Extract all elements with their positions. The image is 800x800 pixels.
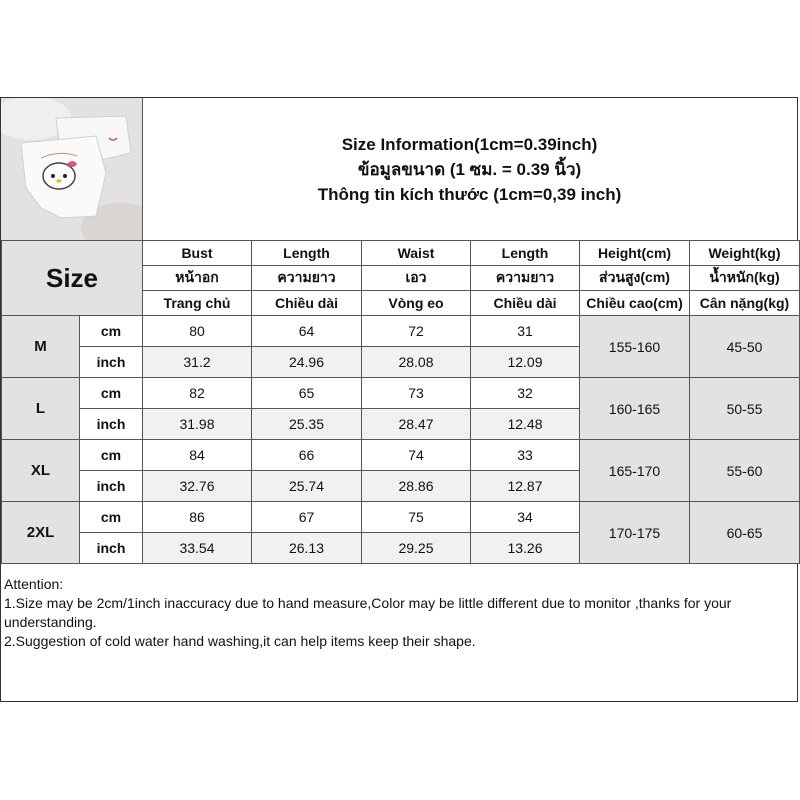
product-photo — [1, 98, 143, 241]
height-range: 155-160 — [580, 316, 690, 378]
value-cell: 12.48 — [471, 409, 580, 440]
value-cell: 28.86 — [362, 471, 471, 502]
value-cell: 75 — [362, 502, 471, 533]
value-cell: 67 — [252, 502, 362, 533]
value-cell: 84 — [143, 440, 252, 471]
col-header-vi: Chiều cao(cm) — [580, 291, 690, 316]
unit-label: inch — [80, 533, 143, 564]
col-header-vi: Chiều dài — [471, 291, 580, 316]
value-cell: 66 — [252, 440, 362, 471]
info-line-thai: ข้อมูลขนาด (1 ซม. = 0.39 นิ้ว) — [357, 159, 582, 179]
col-header-en: Weight(kg) — [690, 241, 800, 266]
size-name: L — [2, 378, 80, 440]
unit-label: cm — [80, 502, 143, 533]
attention-title: Attention: — [4, 576, 64, 592]
value-cell: 31.98 — [143, 409, 252, 440]
value-cell: 32 — [471, 378, 580, 409]
col-header-vi: Vòng eo — [362, 291, 471, 316]
table-row — [2, 440, 800, 471]
info-line-vietnamese: Thông tin kích thước (1cm=0,39 inch) — [317, 184, 622, 204]
value-cell: 80 — [143, 316, 252, 347]
col-header-en: Waist — [362, 241, 471, 266]
value-cell: 24.96 — [252, 347, 362, 378]
unit-label: inch — [80, 347, 143, 378]
col-header-en: Height(cm) — [580, 241, 690, 266]
col-header-vi: Trang chủ — [143, 291, 252, 316]
size-chart-sheet — [0, 97, 798, 702]
height-range: 170-175 — [580, 502, 690, 564]
size-table — [1, 240, 800, 564]
value-cell: 82 — [143, 378, 252, 409]
info-line-english: Size Information(1cm=0.39inch) — [341, 134, 598, 154]
value-cell: 13.26 — [471, 533, 580, 564]
col-header-th: ความยาว — [252, 266, 362, 291]
value-cell: 33.54 — [143, 533, 252, 564]
size-information-header — [142, 98, 797, 241]
value-cell: 74 — [362, 440, 471, 471]
weight-range: 55-60 — [690, 440, 800, 502]
value-cell: 25.35 — [252, 409, 362, 440]
value-cell: 12.09 — [471, 347, 580, 378]
weight-range: 45-50 — [690, 316, 800, 378]
value-cell: 29.25 — [362, 533, 471, 564]
weight-range: 60-65 — [690, 502, 800, 564]
col-header-th: หน้าอก — [143, 266, 252, 291]
col-header-en: Bust — [143, 241, 252, 266]
value-cell: 26.13 — [252, 533, 362, 564]
value-cell: 32.76 — [143, 471, 252, 502]
value-cell: 31.2 — [143, 347, 252, 378]
value-cell: 33 — [471, 440, 580, 471]
col-header-vi: Chiều dài — [252, 291, 362, 316]
attention-note-1: 1.Size may be 2cm/1inch inaccuracy due to hand measure,Color may be little different due to monitor ,thanks for your understanding. — [4, 595, 732, 630]
col-header-th: เอว — [362, 266, 471, 291]
height-range: 165-170 — [580, 440, 690, 502]
col-header-th: น้ำหนัก(kg) — [690, 266, 800, 291]
col-header-en: Length — [252, 241, 362, 266]
value-cell: 64 — [252, 316, 362, 347]
weight-range: 50-55 — [690, 378, 800, 440]
table-row — [2, 502, 800, 533]
unit-label: inch — [80, 471, 143, 502]
unit-label: cm — [80, 440, 143, 471]
header-row-en — [2, 241, 800, 266]
height-range: 160-165 — [580, 378, 690, 440]
value-cell: 65 — [252, 378, 362, 409]
value-cell: 72 — [362, 316, 471, 347]
unit-label: cm — [80, 378, 143, 409]
size-name: 2XL — [2, 502, 80, 564]
attention-notes — [1, 573, 797, 653]
table-row — [2, 316, 800, 347]
size-column-header: Size — [2, 241, 143, 316]
value-cell: 28.47 — [362, 409, 471, 440]
shorts-image-icon — [1, 98, 142, 240]
value-cell: 12.87 — [471, 471, 580, 502]
size-name: XL — [2, 440, 80, 502]
col-header-th: ความยาว — [471, 266, 580, 291]
size-name: M — [2, 316, 80, 378]
table-row — [2, 378, 800, 409]
value-cell: 73 — [362, 378, 471, 409]
value-cell: 86 — [143, 502, 252, 533]
value-cell: 31 — [471, 316, 580, 347]
unit-label: cm — [80, 316, 143, 347]
attention-note-2: 2.Suggestion of cold water hand washing,it can help items keep their shape. — [4, 633, 476, 649]
col-header-th: ส่วนสูง(cm) — [580, 266, 690, 291]
value-cell: 34 — [471, 502, 580, 533]
col-header-en: Length — [471, 241, 580, 266]
value-cell: 25.74 — [252, 471, 362, 502]
col-header-vi: Cân nặng(kg) — [690, 291, 800, 316]
unit-label: inch — [80, 409, 143, 440]
value-cell: 28.08 — [362, 347, 471, 378]
